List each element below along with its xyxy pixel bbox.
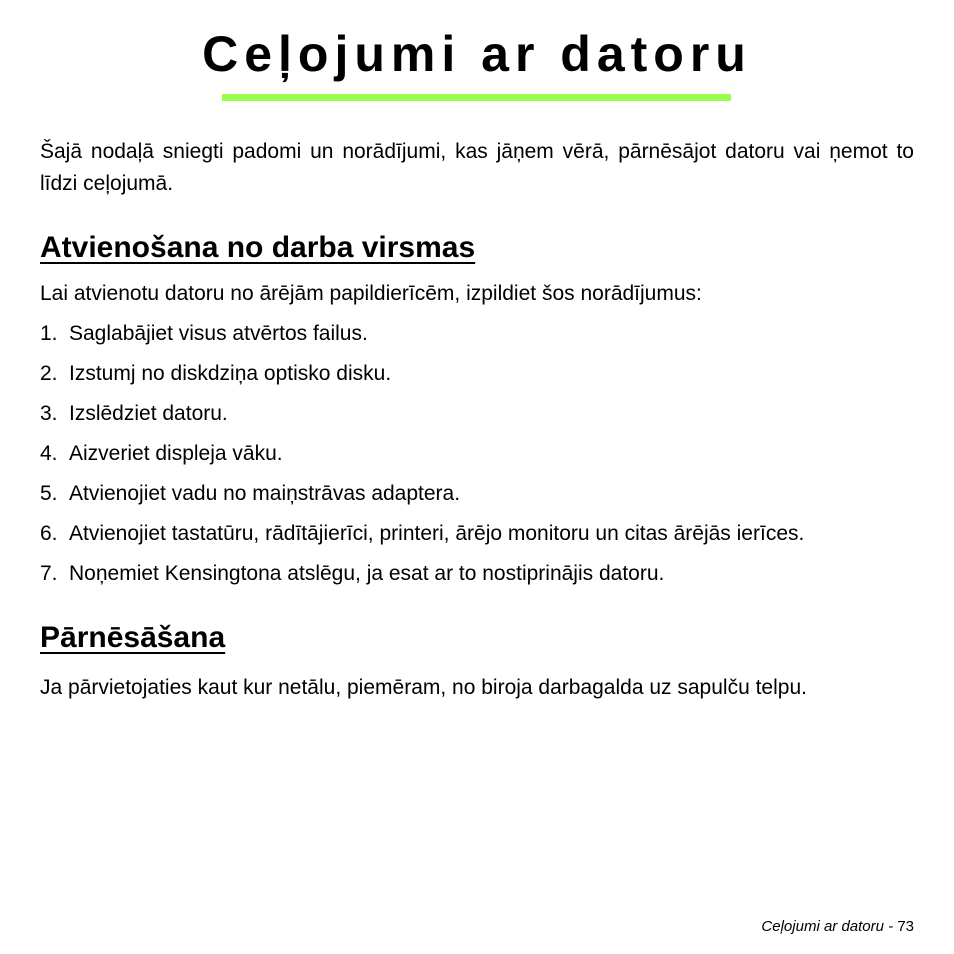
list-item-number: 4. <box>40 442 58 465</box>
list-item-text: Saglabājiet visus atvērtos failus. <box>69 322 368 345</box>
list-item-number: 3. <box>40 402 58 425</box>
page-title: Ceļojumi ar datoru <box>202 26 752 82</box>
list-item-number: 5. <box>40 482 58 505</box>
list-item-number: 7. <box>40 562 58 585</box>
footer-page-number: 73 <box>897 918 914 935</box>
disconnect-lead-paragraph: Lai atvienotu datoru no ārējām papildierīcēm, izpildiet šos norādījumus: <box>40 282 702 305</box>
list-item-text: Atvienojiet vadu no maiņstrāvas adaptera. <box>69 482 461 505</box>
section-heading-carry: Pārnēsāšana <box>40 621 226 654</box>
list-item <box>40 318 914 350</box>
list-item <box>40 358 914 390</box>
list-item-number: 1. <box>40 322 58 345</box>
list-item <box>40 558 914 590</box>
list-item <box>40 518 914 550</box>
list-item <box>40 438 914 470</box>
intro-paragraph: Šajā nodaļā sniegti padomi un norādījumi, kas jāņem vērā, pārnēsājot datoru vai ņemot to līdzi ceļojumā. <box>40 140 914 195</box>
page-content <box>40 136 914 704</box>
page-footer <box>761 917 914 937</box>
list-item-text: Noņemiet Kensingtona atslēgu, ja esat ar to nostiprinājis datoru. <box>69 562 665 585</box>
list-item-text: Izslēdziet datoru. <box>69 402 228 425</box>
disconnect-steps-list <box>40 318 914 590</box>
list-item-text: Aizveriet displeja vāku. <box>69 442 283 465</box>
footer-chapter-title: Ceļojumi ar datoru - <box>761 918 894 935</box>
section-heading-disconnect: Atvienošana no darba virsmas <box>40 231 476 264</box>
list-item <box>40 398 914 430</box>
carry-paragraph: Ja pārvietojaties kaut kur netālu, piemēram, no biroja darbagalda uz sapulču telpu. <box>40 676 807 699</box>
list-item-text: Atvienojiet tastatūru, rādītājierīci, printeri, ārējo monitoru un citas ārējās ierīces. <box>69 522 805 545</box>
list-item-number: 6. <box>40 522 58 545</box>
list-item <box>40 478 914 510</box>
list-item-text: Izstumj no diskdziņa optisko disku. <box>69 362 392 385</box>
title-underline-bar <box>222 94 731 101</box>
list-item-number: 2. <box>40 362 58 385</box>
